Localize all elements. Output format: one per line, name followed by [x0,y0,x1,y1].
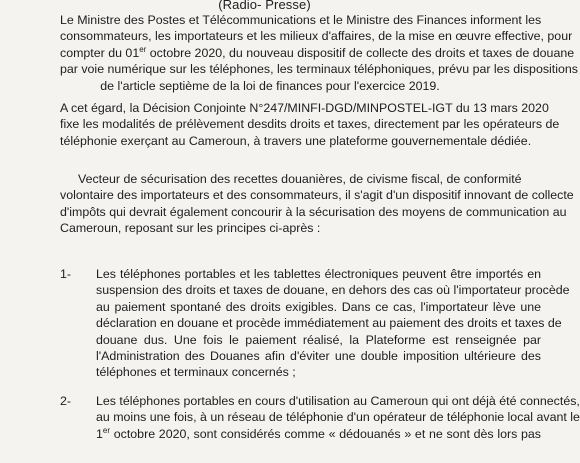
superscript: er [102,425,111,435]
text-fragment: 1 [96,426,103,441]
text-line [60,44,575,61]
list-item [60,393,580,463]
text-line [96,426,541,442]
text-line: Cameroun, reposant sur les principes ci-après : [60,221,321,236]
paragraph-decision [60,100,560,149]
text-line: fixe les modalités de prélèvement desdits droits et taxes, directement par les opérateurs de [60,117,560,132]
paragraph-intro [60,12,578,94]
text-line: Les téléphones portables et les tablettes électroniques peuvent être importés en [96,267,541,281]
list-item-body [96,393,580,442]
text-line: d'impôts qui devrait également concourir à la sécurisation des moyens de communication au [60,204,567,219]
text-line: douane dus. Une fois le paiement réalisé, la Plateforme est renseignée par [96,332,541,347]
text-line: Vecteur de sécurisation des recettes douanières, de civisme fiscal, de conformité [78,172,522,186]
list-item-body [96,266,570,381]
text-line: téléphones et terminaux concernés ; [96,365,296,380]
text-line: Les téléphones portables en cours d'utilisation au Cameroun qui ont déjà été connectés, [96,394,580,408]
text-line: au paiement spontané des droits exigibles. Dans ce cas, l'importateur lève une [96,299,541,314]
text-fragment: octobre 2020, du nouveau dispositif de collecte des droits et taxes de douane [146,45,575,60]
text-line: l'Administration des Douanes afin d'éviter une double imposition ultérieure des [96,349,541,364]
list-item-number: 1- [60,267,72,281]
text-fragment: octobre 2020, sont considérés comme « dédouanés » et ne sont dès lors pas [110,426,541,441]
text-line: par voie numérique sur les téléphones, les terminaux téléphoniques, prévu par les dispositions [60,62,578,77]
text-line: de l'article septième de la loi de finances pour l'exercice 2019. [100,78,440,93]
text-line: suspension des droits et taxes de douane, en dehors des cas où l'importateur procède [96,283,570,298]
text-line: téléphonie exerçant au Cameroun, à travers une plateforme gouvernementale dédiée. [60,133,532,148]
list-item [60,266,570,386]
text-line: déclaration en douane et procède immédiatement au paiement des droits et taxes de [96,316,562,331]
text-line: consommateurs, les importateurs et les milieux d'affaires, de la mise en œuvre effective, pour [60,29,573,44]
text-line: A cet égard, la Décision Conjointe N°247/MINFI-DGD/MINPOSTEL-IGT du 13 mars 2020 [60,101,549,115]
superscript: er [139,44,147,54]
text-line: Le Ministre des Postes et Télécommunications et le Ministre des Finances informent les [60,13,542,27]
text-fragment: compter du 01 [60,45,140,60]
list-item-number: 2- [60,394,72,408]
text-line: volontaire des importateurs et des consommateurs, il s'agit d'un dispositif innovant de collecte [60,188,574,203]
text-line: au moins une fois, à un réseau de téléphonie d'un opérateur de téléphonie local avant le [96,410,580,425]
paragraph-principles [60,171,574,237]
document-title: (Radio- Presse) [218,0,311,12]
